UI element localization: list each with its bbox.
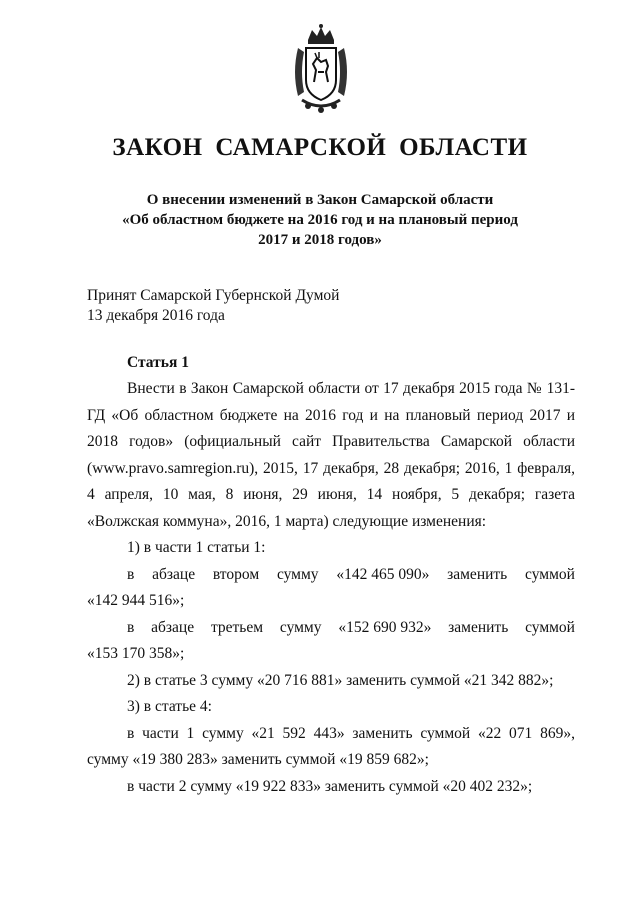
subtitle-line: «Об областном бюджете на 2016 год и на плановый период — [122, 212, 518, 228]
subtitle-line: 2017 и 2018 годов» — [258, 232, 382, 248]
item-3: 3) в статье 4: — [127, 698, 212, 715]
article-body — [87, 376, 575, 800]
item-1b-line — [127, 615, 575, 642]
word: абзаце — [152, 565, 196, 583]
word: «142 465 090» — [336, 565, 430, 583]
adoption-line: Принят Самарской Губернской Думой — [87, 287, 340, 304]
word: «152 690 932» — [338, 618, 432, 636]
word: сумму — [279, 618, 322, 636]
word: заменить — [448, 618, 509, 636]
word: заменить — [447, 565, 508, 583]
word: суммой — [525, 565, 575, 583]
adoption-note — [87, 286, 537, 326]
item-1b-cont: «153 170 358»; — [87, 645, 185, 662]
item-3a: в части 1 сумму «21 592 443» заменить суммой «22 071 869», сумму «19 380 283» заменить суммой «19 859 682»; — [87, 724, 575, 768]
item-3b: в части 2 сумму «19 922 833» заменить суммой «20 402 232»; — [127, 777, 533, 795]
adoption-date: 13 декабря 2016 года — [87, 307, 225, 324]
word: в — [127, 618, 135, 636]
coat-of-arms-icon — [288, 22, 354, 114]
word: в — [127, 565, 135, 583]
subtitle-line: О внесении изменений в Закон Самарской области — [146, 192, 494, 208]
item-1: 1) в части 1 статьи 1: — [127, 539, 266, 556]
item-2: 2) в статье 3 сумму «20 716 881» заменить суммой «21 342 882»; — [127, 671, 554, 689]
word: втором — [212, 565, 260, 583]
item-1a-line — [127, 562, 575, 589]
word: суммой — [525, 618, 575, 636]
document-title: ЗАКОН САМАРСКОЙ ОБЛАСТИ — [112, 134, 528, 161]
intro-paragraph: Внести в Закон Самарской области от 17 декабря 2015 года № 131-ГД «Об областном бюджете на 2016 год и на плановый период 2017 и 2018 годов» (официальный сайт Правительства Самарской области (www.pravo.samregion.ru), 2015, 17 декабря, 28 декабря; 2016, 1 февраля, 4 апреля, 10 мая, 8 июня, 29 июня, 14 ноября, 5 декабря; газета «Волжская коммуна», 2016, 1 марта) следующие изменения: — [87, 380, 575, 530]
word: абзаце — [151, 618, 195, 636]
word: сумму — [276, 565, 319, 583]
word: третьем — [210, 618, 264, 636]
article-heading: Статья 1 — [127, 354, 189, 371]
document-subtitle — [110, 190, 530, 250]
item-1a-cont: «142 944 516»; — [87, 592, 185, 609]
